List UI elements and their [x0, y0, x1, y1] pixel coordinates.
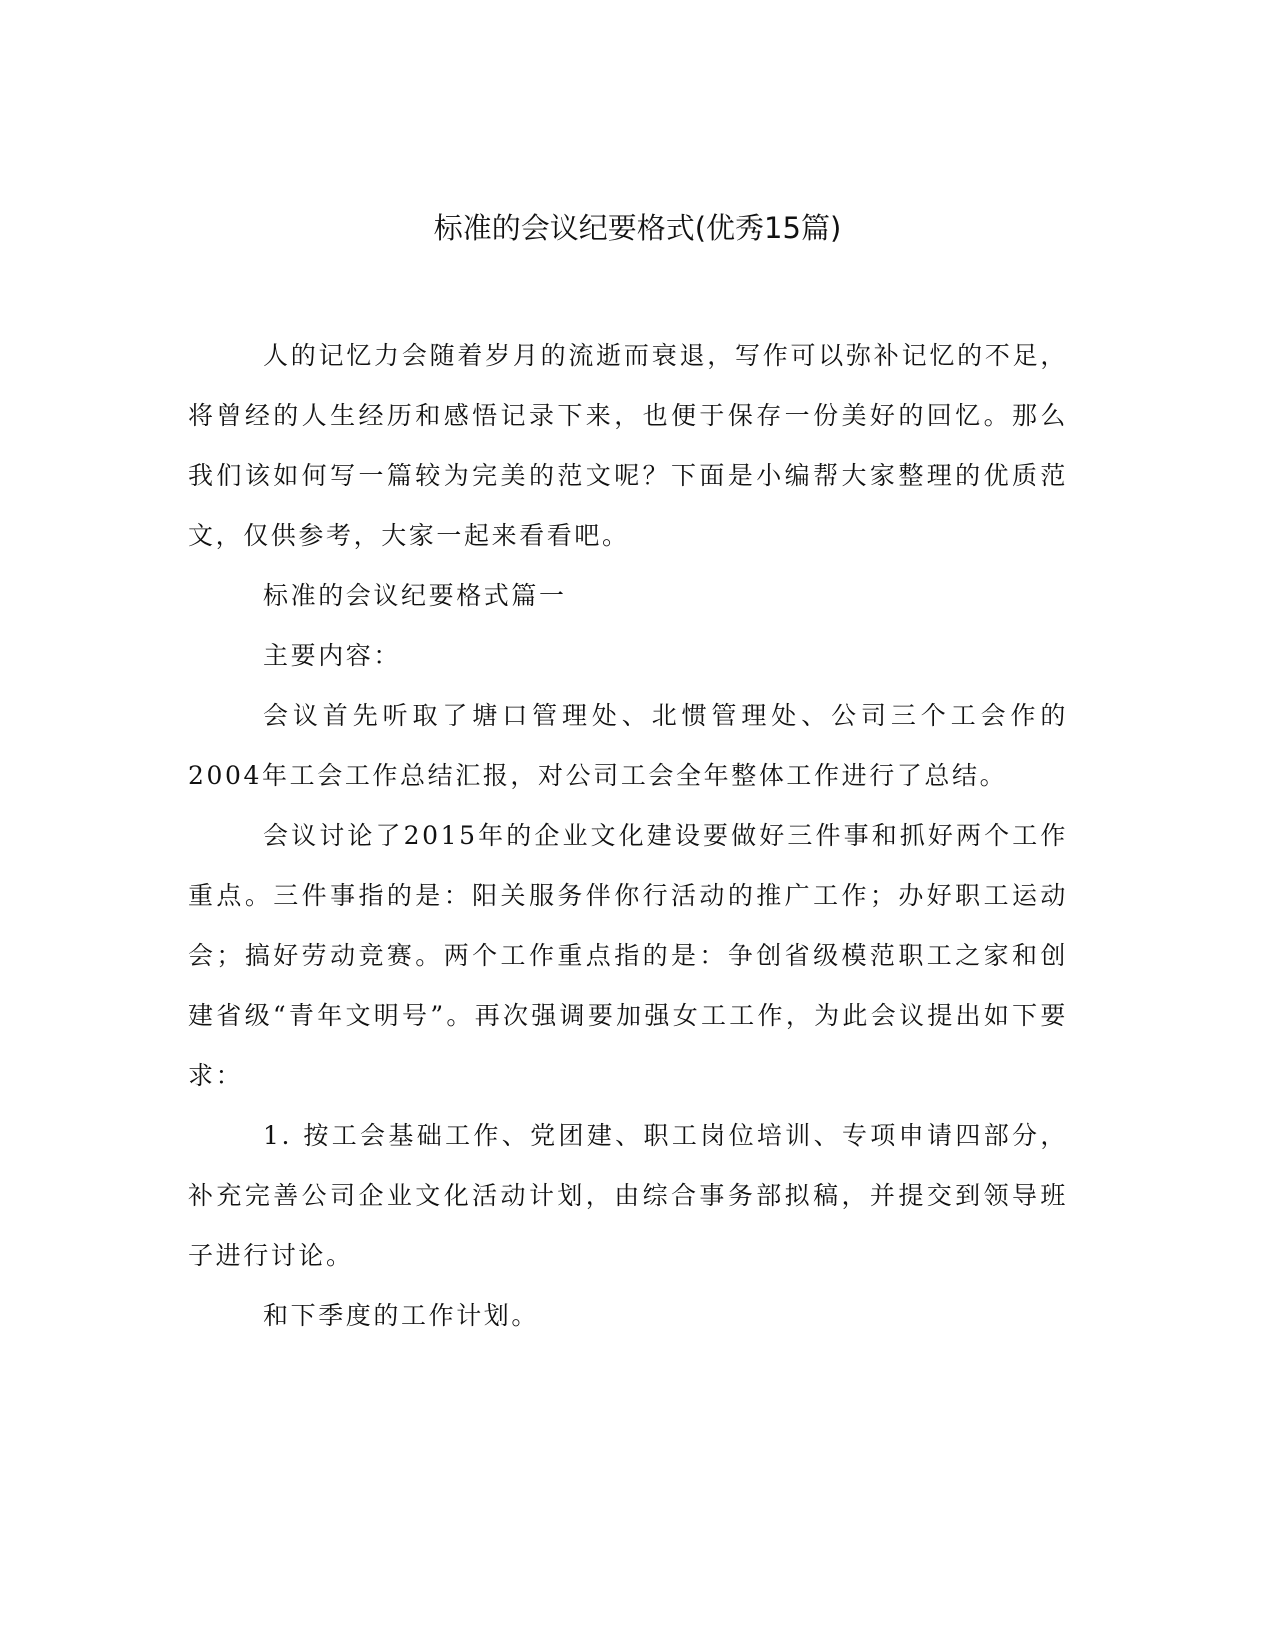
section-heading: 标准的会议纪要格式篇一: [263, 581, 567, 610]
list-item-1: 1. 按工会基础工作、党团建、职工岗位培训、专项申请四部分，补充完善公司企业文化活动计划，由综合事务部拟稿，并提交到领导班子进行讨论。: [188, 1121, 1068, 1270]
paragraph-summary: 会议首先听取了塘口管理处、北惯管理处、公司三个工会作的2004年工会工作总结汇报，对公司工会全年整体工作进行了总结。: [188, 701, 1068, 790]
paragraph-discussion: 会议讨论了2015年的企业文化建设要做好三件事和抓好两个工作重点。三件事指的是：阳关服务伴你行活动的推广工作；办好职工运动会；搞好劳动竞赛。两个工作重点指的是：争创省级模范职工之家和创建省级“青年文明号”。再次强调要加强女工工作，为此会议提出如下要求：: [188, 821, 1068, 1090]
main-content-label: 主要内容：: [263, 641, 402, 670]
paragraph-plan: 和下季度的工作计划。: [263, 1301, 540, 1330]
document-body: [188, 326, 1068, 1346]
paragraph-intro: 人的记忆力会随着岁月的流逝而衰退，写作可以弥补记忆的不足，将曾经的人生经历和感悟记录下来，也便于保存一份美好的回忆。那么我们该如何写一篇较为完美的范文呢？下面是小编帮大家整理的优质范文，仅供参考，大家一起来看看吧。: [188, 341, 1068, 550]
document-title: 标准的会议纪要格式(优秀15篇): [433, 211, 842, 245]
